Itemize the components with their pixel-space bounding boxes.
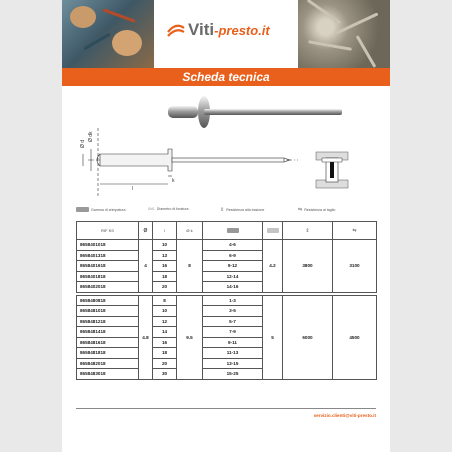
technical-sheet [62, 0, 390, 452]
grip-range-cell: 4-6 [203, 240, 263, 251]
header-photo-screws [298, 0, 390, 68]
length-cell: 18 [153, 348, 177, 359]
grip-range-cell: 12-14 [203, 271, 263, 282]
length-cell: 20 [153, 358, 177, 369]
table-row [77, 295, 377, 306]
length-cell: 10 [153, 306, 177, 317]
product-code-cell: 8658401818 [77, 271, 139, 282]
specs-table [76, 221, 377, 380]
brand-logo[interactable] [154, 0, 298, 68]
table-row [77, 240, 377, 251]
product-code-cell: 8658481418 [77, 327, 139, 338]
grip-range-cell: 11-13 [203, 348, 263, 359]
head-diameter-cell: 9.5 [177, 295, 203, 379]
brand-domain: -presto.it [214, 23, 270, 38]
length-cell: 13 [153, 250, 177, 261]
tensile-cell: 3800 [283, 240, 333, 293]
footer-email[interactable]: servizio.clienti@viti-presto.it [313, 413, 376, 418]
length-cell: 16 [153, 261, 177, 272]
diameter-cell: 4 [139, 240, 153, 293]
drill-diameter-cell: 4.2 [263, 240, 283, 293]
grip-range-cell: 9-12 [203, 261, 263, 272]
brand-wordmark [188, 20, 270, 40]
grip-range-cell: 3-5 [203, 306, 263, 317]
product-code-cell: 8658401018 [77, 240, 139, 251]
grip-range-icon [227, 228, 239, 233]
product-code-cell: 8658401618 [77, 261, 139, 272]
header-diameter: Ø [139, 222, 153, 240]
header-shear [333, 222, 377, 240]
length-cell: 14 [153, 327, 177, 338]
rivet-setting-diagram [312, 148, 352, 192]
label-d: Ø d [80, 139, 86, 148]
length-cell: 8 [153, 295, 177, 306]
label-k: k [172, 178, 175, 184]
symbol-legend [76, 203, 376, 217]
shear-cell: 4500 [333, 295, 377, 379]
header-head-diameter: Ø k [177, 222, 203, 240]
diameter-cell: 4.8 [139, 295, 153, 379]
drill-diameter-cell: 5 [263, 295, 283, 379]
grip-range-cell: 5-7 [203, 316, 263, 327]
grip-range-cell: 14-16 [203, 282, 263, 293]
length-cell: 20 [153, 282, 177, 293]
label-l: l [132, 186, 134, 192]
tensile-arrow-icon: ⇕ [220, 207, 225, 213]
length-cell: 30 [153, 369, 177, 380]
grip-range-cell: 6-9 [203, 250, 263, 261]
header-photo-tools [62, 0, 154, 68]
shear-arrow-icon: ⇆ [352, 227, 357, 234]
grip-range-cell: 1-3 [203, 295, 263, 306]
table-group-4-8mm [77, 295, 377, 379]
shear-arrow-icon: ⇆ [298, 207, 303, 213]
tensile-cell: 6000 [283, 295, 333, 379]
header-length: l [153, 222, 177, 240]
product-code-cell: 8658482018 [77, 358, 139, 369]
grip-range-icon [76, 207, 89, 212]
length-cell: 10 [153, 240, 177, 251]
table-group-4mm [77, 240, 377, 293]
product-code-cell: 8658483018 [77, 369, 139, 380]
legend-tensile: ⇕ Resistenza alla trazione [220, 207, 265, 213]
rivet-technical-drawing [78, 126, 308, 198]
product-code-cell: 8658402018 [77, 282, 139, 293]
length-cell: 16 [153, 337, 177, 348]
product-code-cell: 8658481218 [77, 316, 139, 327]
label-dk: Ø dk [88, 131, 94, 142]
legend-drill-diameter: Ød1 Diametro di foratura [148, 207, 189, 211]
length-cell: 18 [153, 271, 177, 282]
header-grip-range [203, 222, 263, 240]
brand-name: Viti [188, 20, 215, 39]
head-diameter-cell: 8 [177, 240, 203, 293]
tensile-arrow-icon: ⇕ [305, 227, 310, 234]
footer-divider [76, 408, 376, 409]
grip-range-cell: 9-11 [203, 337, 263, 348]
grip-range-cell: 7-9 [203, 327, 263, 338]
shear-cell: 3100 [333, 240, 377, 293]
legend-grip-range: Gamma di crimpatura [76, 207, 126, 212]
product-code-cell: 8658481818 [77, 348, 139, 359]
grip-range-cell: 13-15 [203, 358, 263, 369]
product-code-cell: 8658481018 [77, 306, 139, 317]
header-drill-diameter [263, 222, 283, 240]
product-code-cell: 8658401318 [77, 250, 139, 261]
drill-diameter-icon [267, 228, 279, 233]
page-title: Scheda tecnica [62, 68, 390, 86]
legend-shear: ⇆ Resistenza al taglio [298, 207, 336, 213]
header-ref: RIF KS [77, 222, 139, 240]
table-header-row [77, 222, 377, 240]
logo-swoosh-icon [166, 20, 186, 40]
header-tensile [283, 222, 333, 240]
product-code-cell: 8658481618 [77, 337, 139, 348]
product-code-cell: 8658480818 [77, 295, 139, 306]
grip-range-cell: 15-25 [203, 369, 263, 380]
length-cell: 12 [153, 316, 177, 327]
